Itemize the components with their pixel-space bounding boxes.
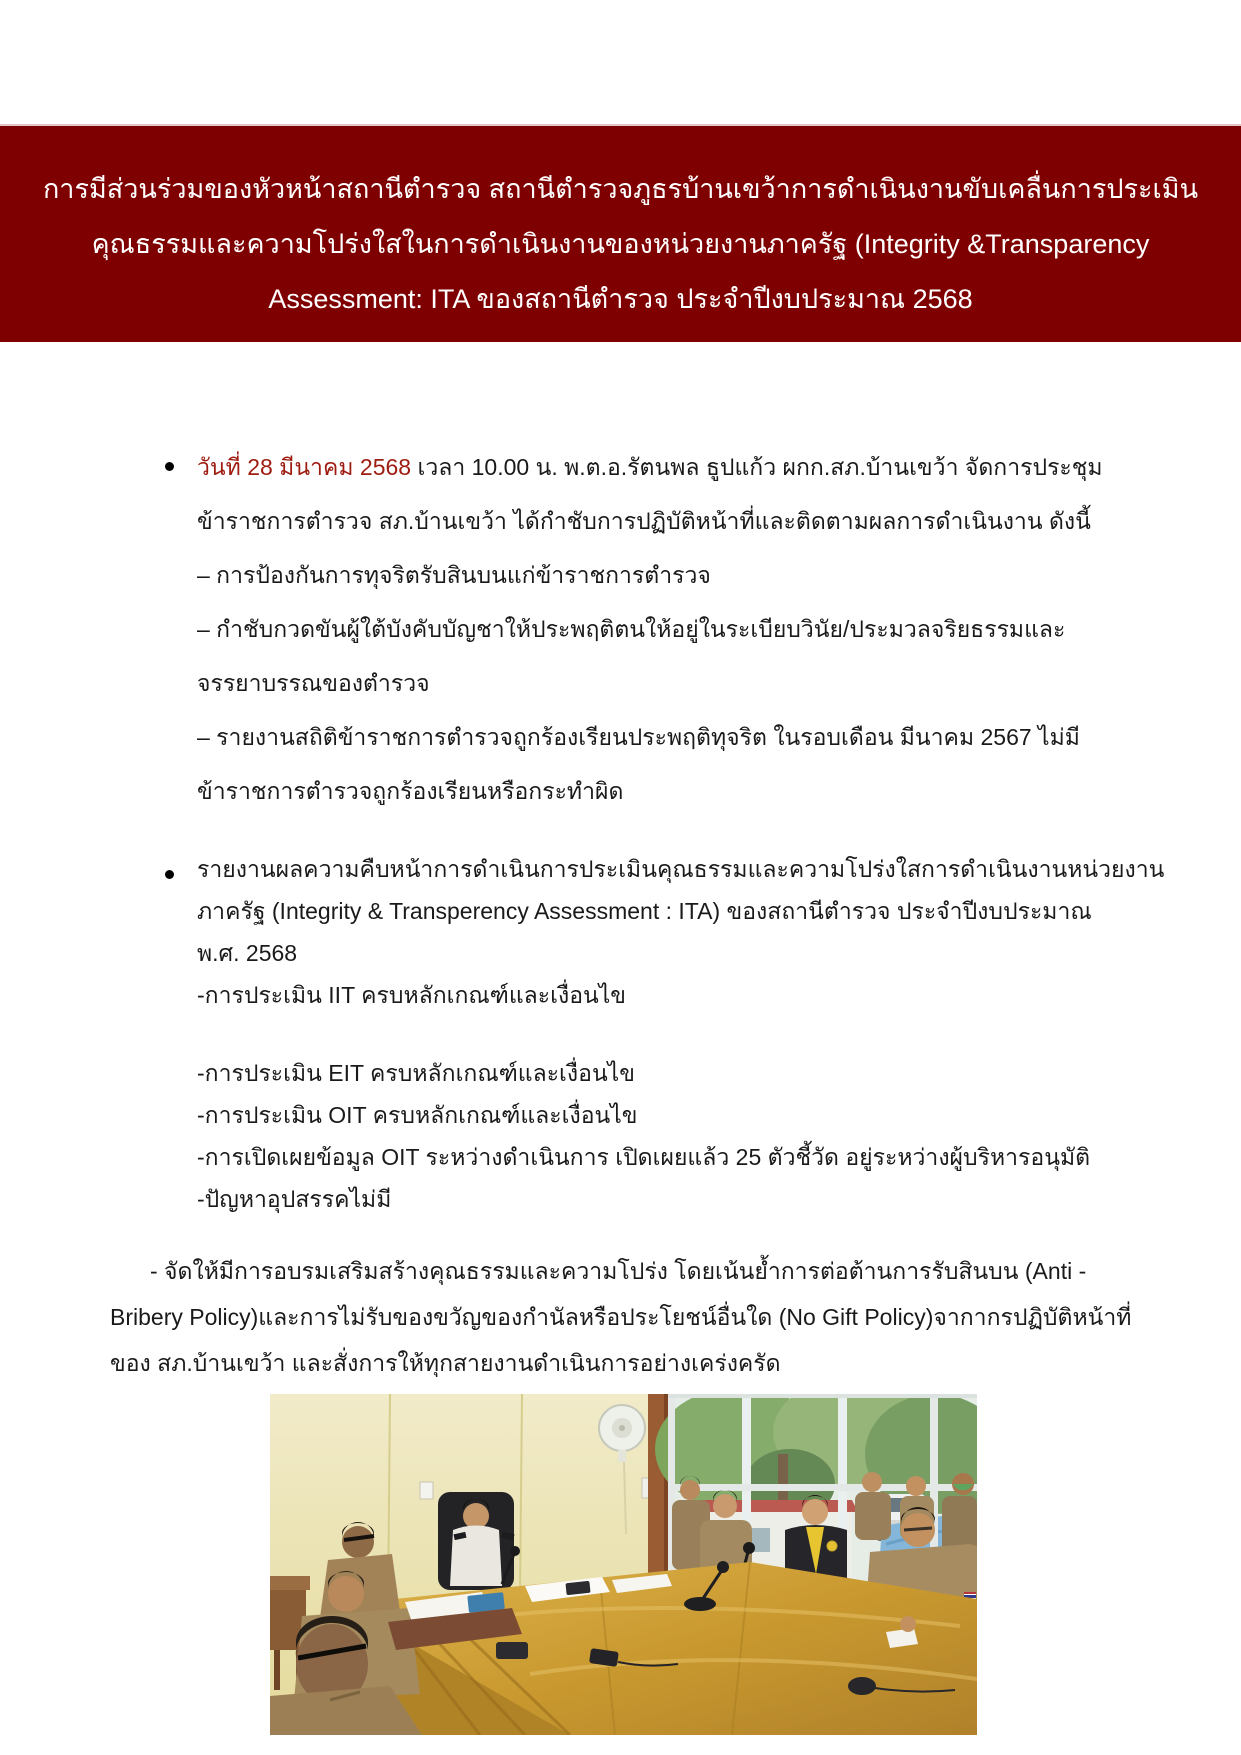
post-body [0, 342, 1241, 1735]
text-line: พ.ศ. 2568 [197, 940, 298, 966]
text-line: ของ สภ.บ้านเขว้า และสั่งการให้ทุกสายงานดำเนินการอย่างเคร่งครัด [110, 1350, 781, 1376]
line-gap [197, 1016, 1241, 1052]
bullet-item-ita-progress [110, 848, 1241, 1220]
text-line: -ปัญหาอุปสรรคไม่มี [197, 1186, 392, 1212]
mouse [848, 1677, 876, 1695]
post-title-banner [0, 124, 1241, 342]
text-line: ข้าราชการตำรวจ สภ.บ้านเขว้า ได้กำชับการปฏิบัติหน้าที่และติดตามผลการดำเนินงาน ดังนี้ [197, 508, 1091, 534]
bullet-dot-icon [165, 462, 174, 471]
title-line-1: การมีส่วนร่วมของหัวหน้าสถานีตำรวจ สถานีตำรวจภูธรบ้านเขว้าการดำเนินงานขับเคลื่นการประเมิน [42, 174, 1199, 204]
text-line: – การป้องกันการทุจริตรับสินบนแก่ข้าราชการตำรวจ [197, 562, 711, 588]
date-highlight: วันที่ 28 มีนาคม 2568 [197, 454, 412, 480]
line-rest: เวลา 10.00 น. พ.ต.อ.รัตนพล ธูปแก้ว ผกก.สภ.บ้านเขว้า จัดการประชุม [411, 454, 1103, 480]
meeting-photo [270, 1394, 977, 1735]
text-line: -การประเมิน OIT ครบหลักเกณฑ์และเงื่อนไข [197, 1102, 638, 1128]
text-line: – กำชับกวดขันผู้ใต้บังคับบัญชาให้ประพฤติตนให้อยู่ในระเบียบวินัย/ประมวลจริยธรรมและ [197, 616, 1066, 642]
bullet-dot-icon [165, 870, 174, 879]
meeting-photo-svg [270, 1394, 977, 1735]
closing-paragraph [110, 1248, 1241, 1386]
light-switch [420, 1482, 433, 1499]
chairman-officer [438, 1492, 520, 1590]
smartphone [565, 1581, 590, 1595]
text-line: จรรยาบรรณของตำรวจ [197, 670, 430, 696]
text-line: -การประเมิน EIT ครบหลักเกณฑ์และเงื่อนไข [197, 1060, 635, 1086]
text-line: – รายงานสถิติข้าราชการตำรวจถูกร้องเรียนประพฤติทุจริต ในรอบเดือน มีนาคม 2567 ไม่มี [197, 724, 1080, 750]
bullet-item-meeting [110, 440, 1241, 818]
microphone [717, 1561, 729, 1573]
title-line-3: Assessment: ITA ของสถานีตำรวจ ประจำปีงบประมาณ 2568 [268, 284, 973, 314]
title-line-2: คุณธรรมและความโปร่งใสในการดำเนินงานของหน่วยงานภาครัฐ (Integrity &Transparency [91, 229, 1150, 259]
text-line: -การประเมิน IIT ครบหลักเกณฑ์และเงื่อนไข [197, 982, 627, 1008]
text-line [197, 440, 1241, 494]
text-line: Bribery Policy)และการไม่รับของขวัญของกำนัลหรือประโยชน์อื่นใด (No Gift Policy)จากากรปฏิบัติหน้าที่ [110, 1304, 1132, 1330]
text-line: - จัดให้มีการอบรมเสริมสร้างคุณธรรมและความโปร่ง โดยเน้นย้ำการต่อต้านการรับสินบน (Anti - [150, 1258, 1087, 1284]
text-line: ภาครัฐ (Integrity & Transperency Assessment : ITA) ของสถานีตำรวจ ประจำปีงบประมาณ [197, 898, 1092, 924]
hand [900, 1616, 916, 1632]
text-line: รายงานผลความคืบหน้าการดำเนินการประเมินคุณธรรมและความโปร่งใสการดำเนินงานหน่วยงาน [197, 856, 1165, 882]
text-line: -การเปิดเผยข้อมูล OIT ระหว่างดำเนินการ เปิดเผยแล้ว 25 ตัวชี้วัด อยู่ระหว่างผู้บริหารอนุมัติ [197, 1144, 1091, 1170]
text-line: ข้าราชการตำรวจถูกร้องเรียนหรือกระทำผิด [197, 778, 624, 804]
